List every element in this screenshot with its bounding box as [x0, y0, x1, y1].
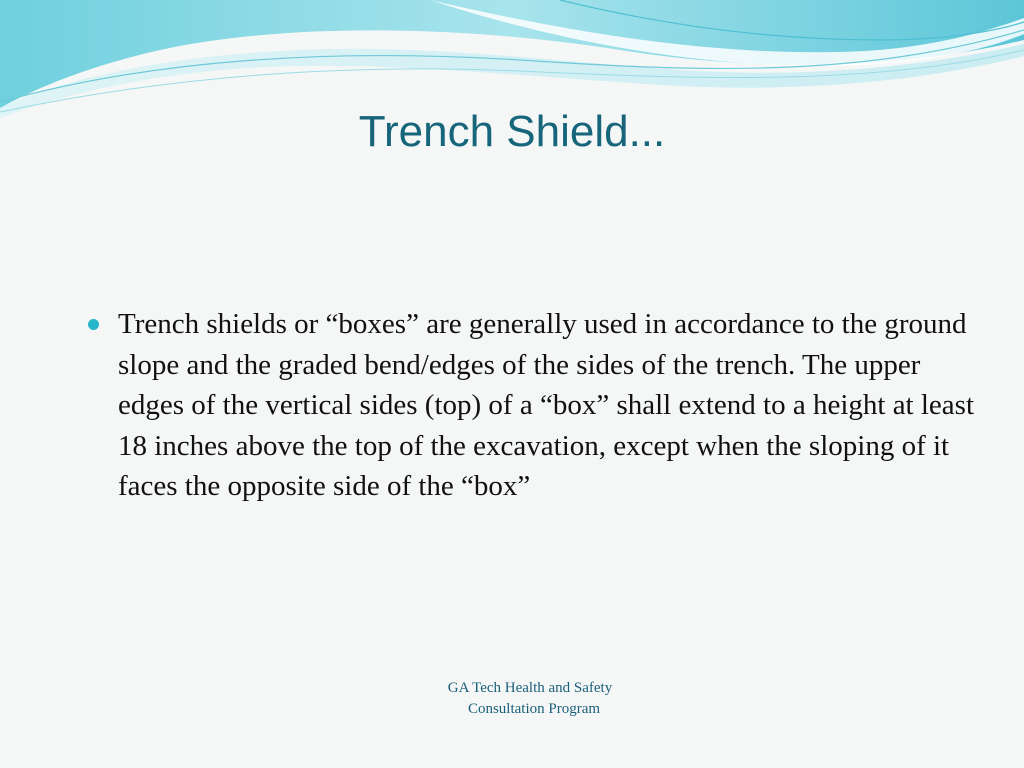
- header-wave-decoration: [0, 0, 1024, 120]
- bullet-text: Trench shields or “boxes” are generally used in accordance to the ground slope and the graded bend/edges of the sides of the trench. The upper edges of the vertical sides (top) of a “box” shall extend to a height at least 18 inches above the top of the excavation, except when the sloping of it faces the opposite side of the “box”: [118, 308, 975, 502]
- bullet-list: [88, 304, 988, 507]
- footer-line-2: Consultation Program: [467, 701, 601, 717]
- footer-line-1: GA Tech Health and Safety: [447, 680, 613, 696]
- slide-title: Trench Shield...: [358, 107, 666, 156]
- bullet-item: [88, 304, 988, 507]
- footer: [380, 678, 680, 720]
- bullet-icon: [88, 319, 99, 330]
